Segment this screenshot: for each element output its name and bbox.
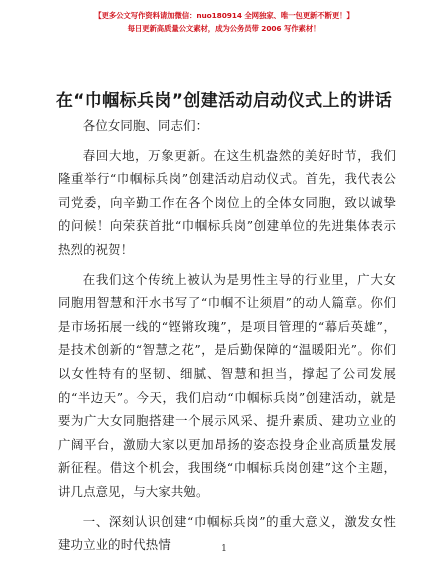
greeting: 各位女同胞、同志们：: [82, 118, 209, 133]
document-title: 在“巾帼标兵岗”创建活动启动仪式上的讲话: [55, 91, 393, 111]
promo-banner-line-1: 【更多公文写作资料请加微信：nuo180914 全网独家、唯一包更新不断更！】: [94, 11, 354, 20]
document-body: [58, 114, 396, 563]
section-heading-1: 一、深刻认识创建“巾帼标兵岗”的重大意义，激发女性建功立业的时代热情: [58, 513, 396, 553]
page-number: 1: [221, 544, 227, 554]
paragraph-background: 在我们这个传统上被认为是男性主导的行业里，广大女同胞用智慧和汗水书写了“巾帼不让须眉”的动人篇章。你们是市场拓展一线的“铿锵玫瑰”，是项目管理的“幕后英雄”，是技术创新的“智慧之花”，是后勤保障的“温暖阳光”。你们以女性特有的坚韧、细腻、智慧和担当，撑起了公司发展的“半边天”。今天，我们启动“巾帼标兵岗”创建活动，就是要为广大女同胞搭建一个展示风采、提升素质、建功立业的广阔平台，激励大家以更加昂扬的姿态投身企业高质量发展新征程。借这个机会，我围绕“巾帼标兵岗创建”这个主题，讲几点意见，与大家共勉。: [58, 271, 396, 499]
paragraph-opening: 春回大地，万象更新。在这生机盎然的美好时节，我们隆重举行“巾帼标兵岗”创建活动启动仪式。首先，我代表公司党委，向辛勤工作在各个岗位上的全体女同胞，致以诚挚的问候！向荣获首批“巾帼标兵岗”创建单位的先进集体表示热烈的祝贺！: [58, 147, 396, 257]
promo-banner-line-2: 每日更新高质量公文素材，成为公务员带 2006 写作素材！: [127, 24, 321, 33]
